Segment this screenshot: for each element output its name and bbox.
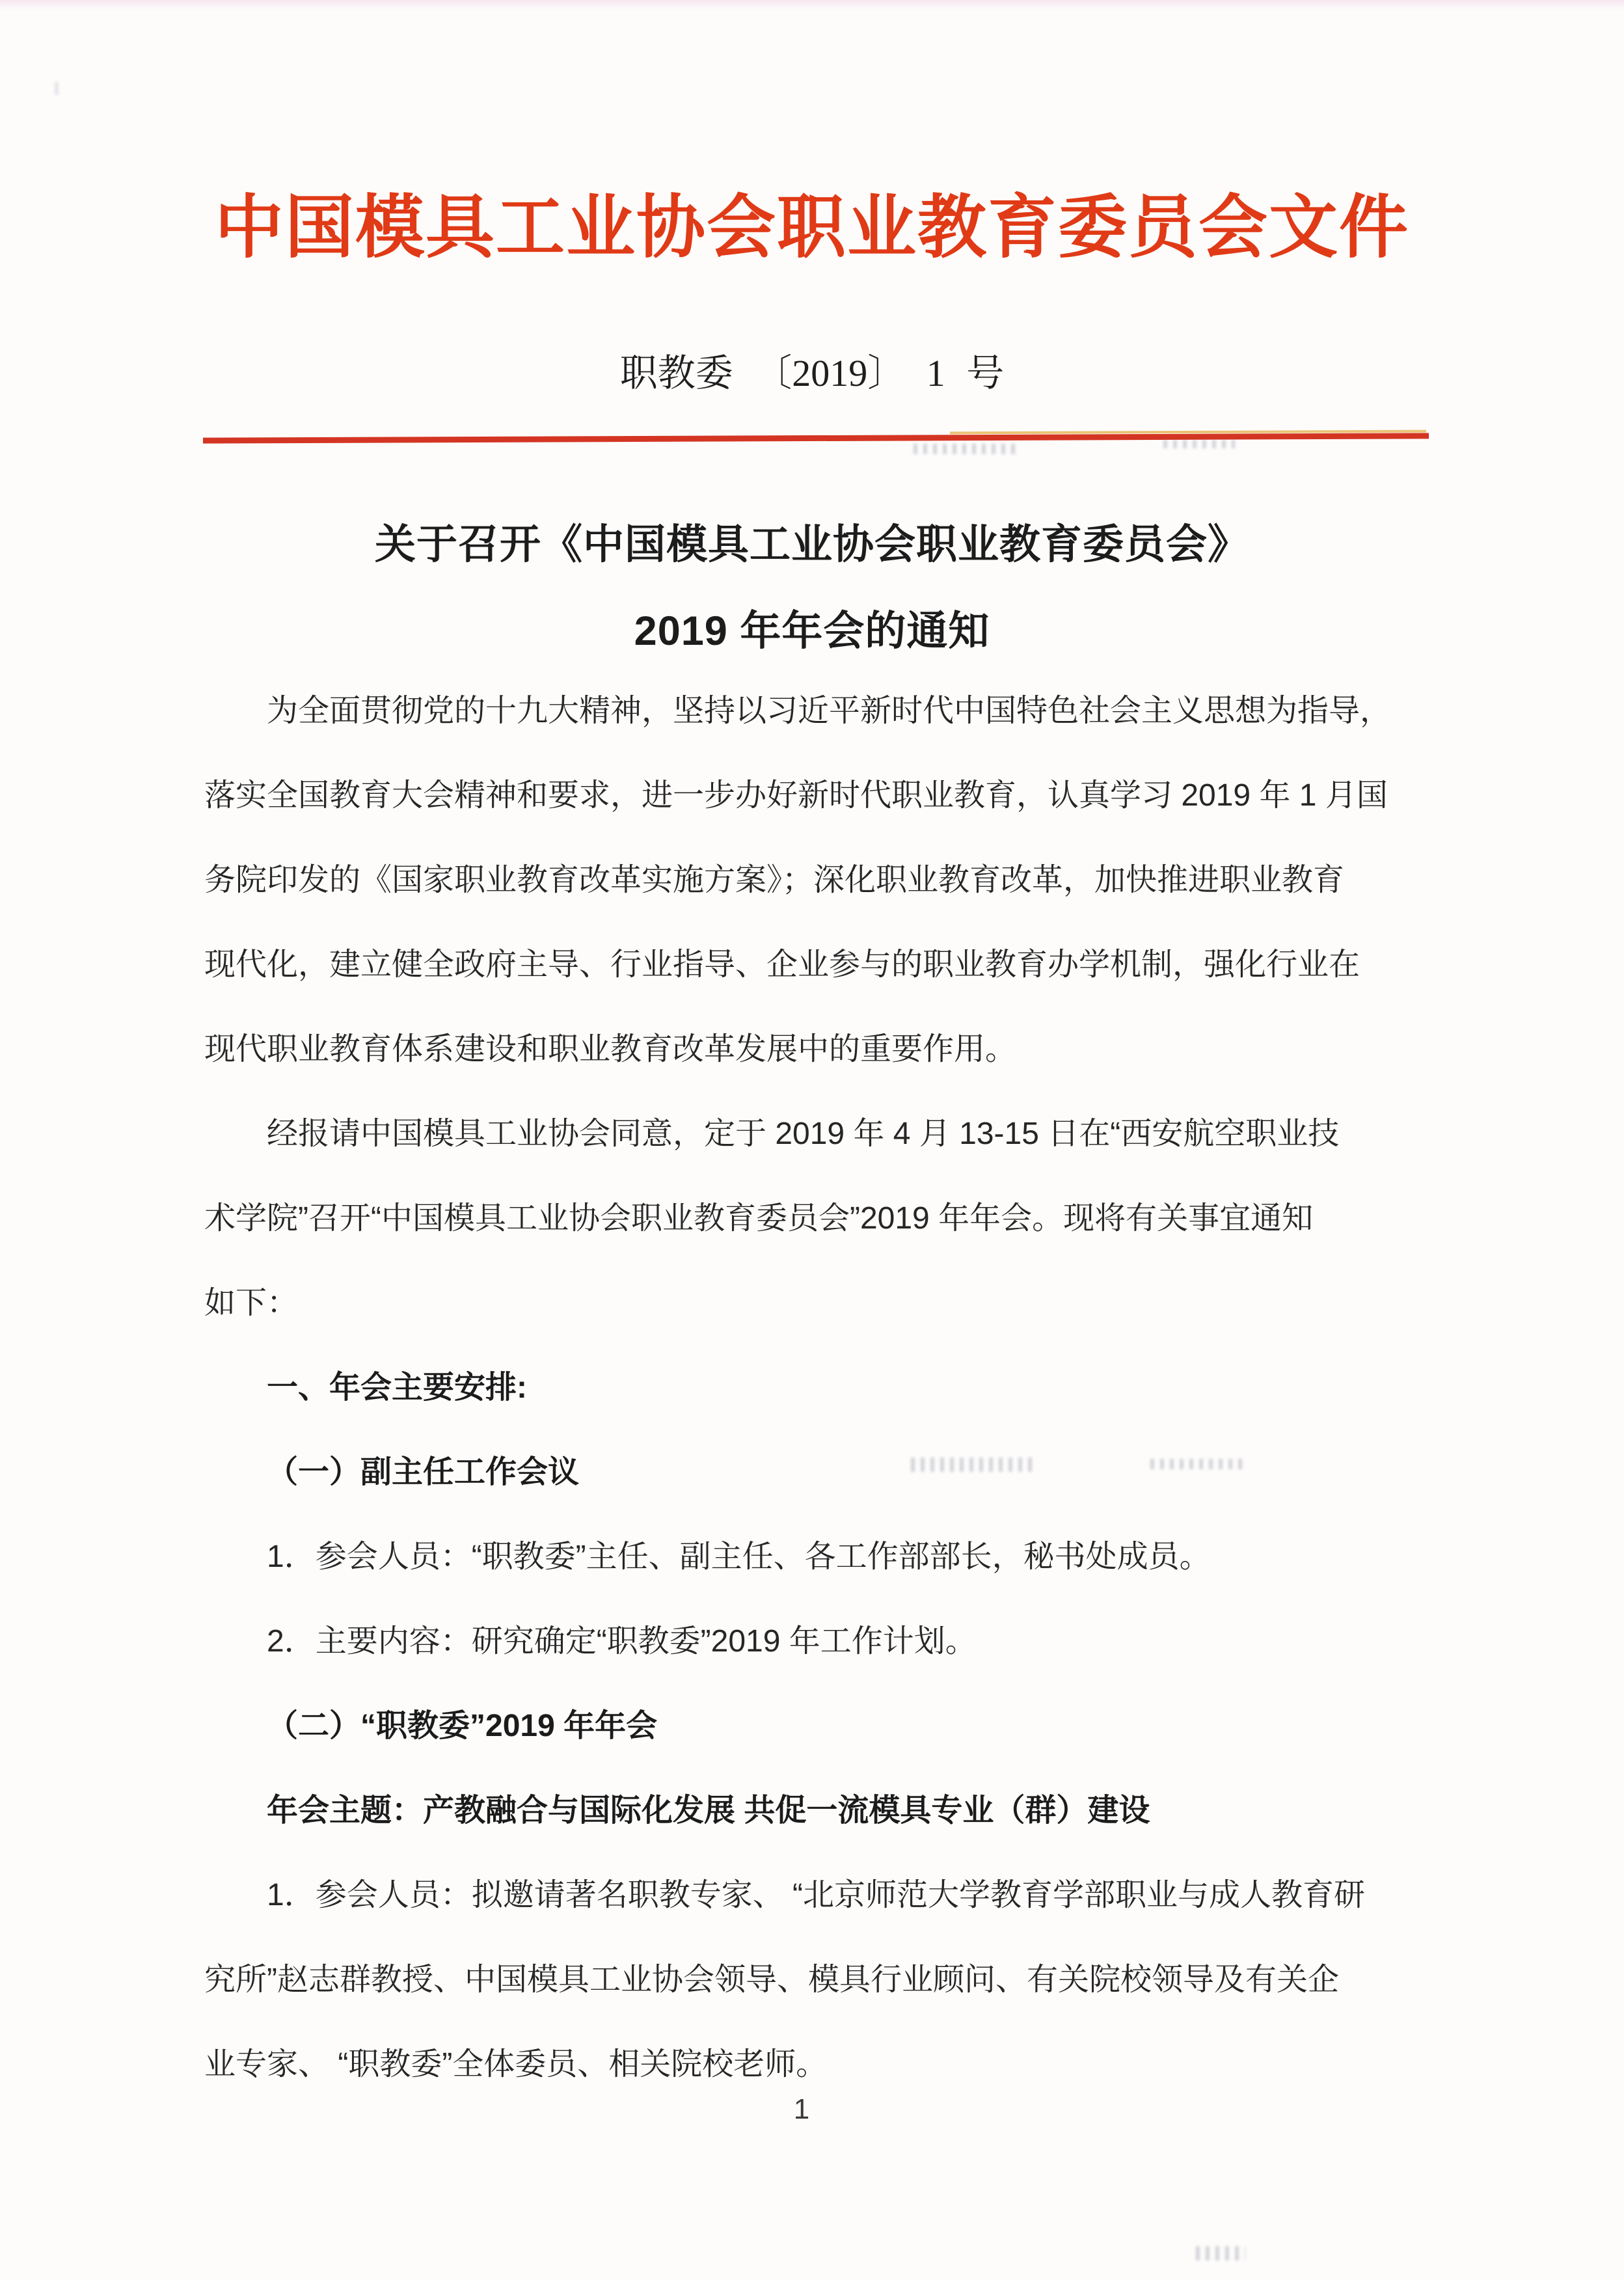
letterhead-org-title: 中国模具工业协会职业教育委员会文件 [215,189,1409,266]
body-line: 2．主要内容：研究确定“职教委”2019 年工作计划。 [267,1624,977,1659]
document-body [204,669,1430,2107]
document-number: 职教委 〔2019〕 1 号 [619,352,1005,394]
scan-artifact [1163,440,1235,448]
section-heading-line: 一、年会主要安排: [267,1370,527,1405]
notice-title-line-1: 关于召开《中国模具工业协会职业教育委员会》 [375,522,1249,567]
scanner-edge-tint [0,0,1624,10]
body-line: 务院印发的《国家职业教育改革实施方案》；深化职业教育改革，加快推进职业教育 [204,863,1345,897]
body-line: 1．参会人员：拟邀请著名职教专家、 “北京师范大学教育学部职业与成人教育研 [267,1878,1366,1912]
body-line: 究所”赵志群教授、中国模具工业协会领导、模具行业顾问、有关院校领导及有关企 [204,1962,1339,1997]
scan-artifact [914,444,1018,454]
body-line: 业专家、 “职教委”全体委员、相关院校老师。 [204,2047,828,2082]
section-heading-line: （一）副主任工作会议 [267,1455,580,1489]
body-line: 为全面贯彻党的十九大精神，坚持以习近平新时代中国特色社会主义思想为指导， [267,694,1392,728]
body-line: 如下： [204,1286,299,1320]
page-number: 1 [793,2093,810,2125]
scan-artifact [1150,1459,1248,1469]
body-line: 现代化，建立健全政府主导、行业指导、企业参与的职业教育办学机制，强化行业在 [204,947,1360,982]
section-heading-line: （二）“职教委”2019 年年会 [267,1709,658,1743]
section-heading-line: 年会主题：产教融合与国际化发展 共促一流模具专业（群）建设 [267,1793,1150,1828]
scan-artifact [55,82,61,95]
notice-title-line-2: 2019 年年会的通知 [634,608,990,654]
scan-artifact [1196,2246,1245,2260]
body-line: 落实全国教育大会精神和要求，进一步办好新时代职业教育，认真学习 2019 年 1 月国 [204,778,1388,813]
body-line: 术学院”召开“中国模具工业协会职业教育委员会”2019 年年会。现将有关事宜通知 [204,1201,1314,1236]
body-line: 经报请中国模具工业协会同意，定于 2019 年 4 月 13-15 日在“西安航空职业技 [267,1117,1340,1151]
red-separator-rule [203,433,1429,443]
body-line: 1．参会人员：“职教委”主任、副主任、各工作部部长，秘书处成员。 [267,1540,1211,1574]
body-line: 现代职业教育体系建设和职业教育改革发展中的重要作用。 [204,1032,1017,1066]
scan-artifact [911,1458,1035,1472]
